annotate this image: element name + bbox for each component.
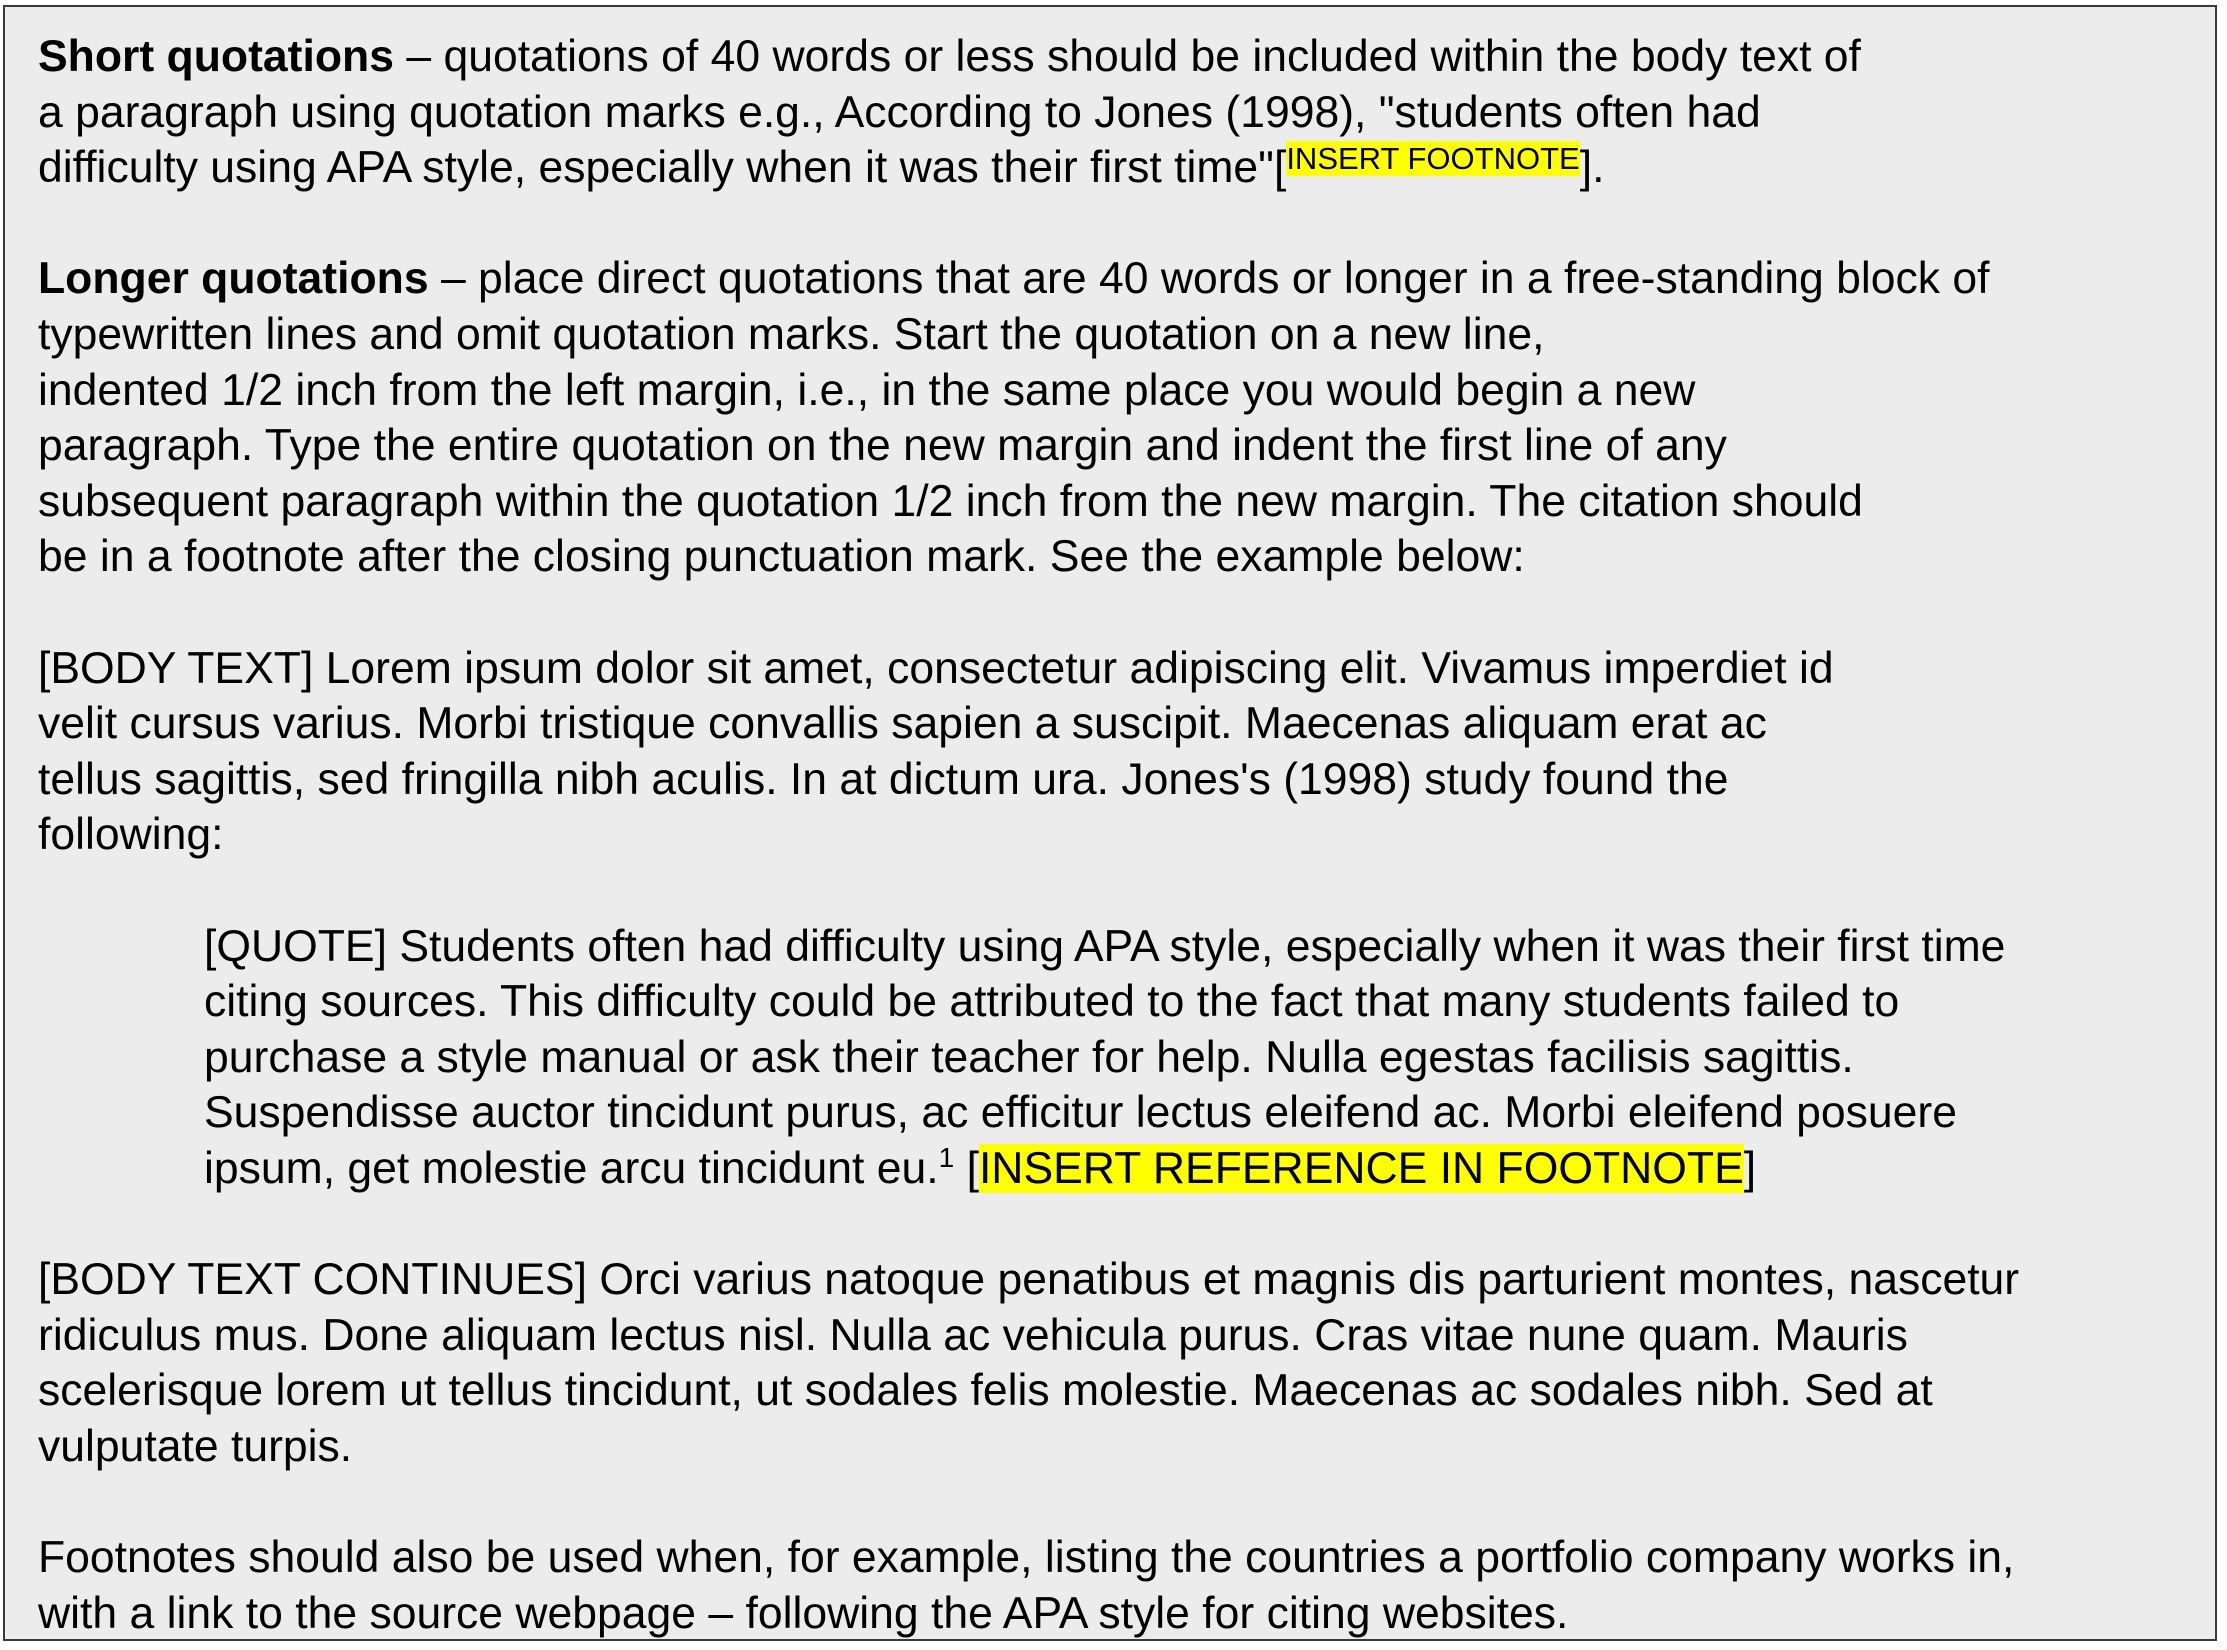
text-line: Suspendisse auctor tincidunt purus, ac efficitur lectus eleifend ac. Morbi eleifend posuere — [204, 1088, 1957, 1138]
text-line: ridiculus mus. Done aliquam lectus nisl. Nulla ac vehicula purus. Cras vitae nune quam. Mauris — [38, 1310, 1908, 1360]
text-line: a paragraph using quotation marks e.g., According to Jones (1998), "students often had — [38, 87, 1761, 137]
longer-quotations-heading: Longer quotations — [38, 254, 429, 304]
text-line: following: — [38, 810, 224, 860]
body-continues-paragraph — [38, 1252, 2183, 1474]
footnote-mark: 1 — [938, 1141, 955, 1173]
text-line — [38, 251, 2183, 307]
text-span: ]. — [1579, 143, 1605, 193]
body-text-paragraph — [38, 641, 2183, 863]
text-line: indented 1/2 inch from the left margin, i.e., in the same place you would begin a new — [38, 365, 1696, 415]
text-line: paragraph. Type the entire quotation on the new margin and indent the first line of any — [38, 421, 1727, 471]
text-line — [38, 29, 2183, 85]
text-line: citing sources. This difficulty could be attributed to the fact that many students failed to — [204, 977, 1900, 1027]
text-line: tellus sagittis, sed fringilla nibh aculis. In at dictum ura. Jones's (1998) study found the — [38, 754, 1729, 804]
text-span: – quotations of 40 words or less should be included within the body text of — [393, 32, 1861, 81]
text-line: be in a footnote after the closing punctuation mark. See the example below: — [38, 532, 1525, 582]
longer-quotations-paragraph — [38, 251, 2183, 585]
text-span: – place direct quotations that are 40 words or longer in a free-standing block of — [428, 254, 1990, 304]
insert-reference-highlight: INSERT REFERENCE IN FOOTNOTE — [978, 1143, 1744, 1193]
text-line: scelerisque lorem ut tellus tincidunt, ut sodales felis molestie. Maecenas ac sodales nibh. Sed at — [38, 1366, 1933, 1416]
text-span: ] — [1743, 1143, 1757, 1193]
text-line: [BODY TEXT] Lorem ipsum dolor sit amet, consectetur adipiscing elit. Vivamus imperdiet id — [38, 643, 1834, 693]
text-line: [BODY TEXT CONTINUES] Orci varius natoque penatibus et magnis dis parturient montes, nascetur — [38, 1255, 2020, 1305]
insert-footnote-highlight: INSERT FOOTNOTE — [1286, 141, 1580, 177]
text-line — [38, 140, 2183, 196]
text-line: [QUOTE] Students often had difficulty using APA style, especially when it was their first time — [204, 921, 2006, 971]
text-line: purchase a style manual or ask their teacher for help. Nulla egestas facilisis sagittis. — [204, 1032, 1854, 1082]
short-quotations-heading: Short quotations — [38, 32, 394, 81]
short-quotations-paragraph — [38, 29, 2183, 196]
text-line: with a link to the source webpage – following the APA style for citing websites. — [38, 1588, 1569, 1638]
text-span: [ — [954, 1143, 979, 1193]
text-line: typewritten lines and omit quotation marks. Start the quotation on a new line, — [38, 309, 1545, 359]
text-line: subsequent paragraph within the quotation 1/2 inch from the new margin. The citation should — [38, 476, 1863, 526]
text-line: vulputate turpis. — [38, 1421, 353, 1471]
block-quote — [204, 919, 2183, 1197]
document-box — [3, 5, 2217, 1641]
footnotes-note-paragraph — [38, 1530, 2183, 1641]
text-line — [204, 1141, 2183, 1197]
text-line: velit cursus varius. Morbi tristique convallis sapien a suscipit. Maecenas aliquam erat ac — [38, 699, 1767, 749]
text-span: difficulty using APA style, especially when it was their first time"[ — [38, 143, 1287, 193]
text-line: Footnotes should also be used when, for example, listing the countries a portfolio company works in, — [38, 1533, 2015, 1583]
text-span: ipsum, get molestie arcu tincidunt eu. — [204, 1143, 939, 1193]
